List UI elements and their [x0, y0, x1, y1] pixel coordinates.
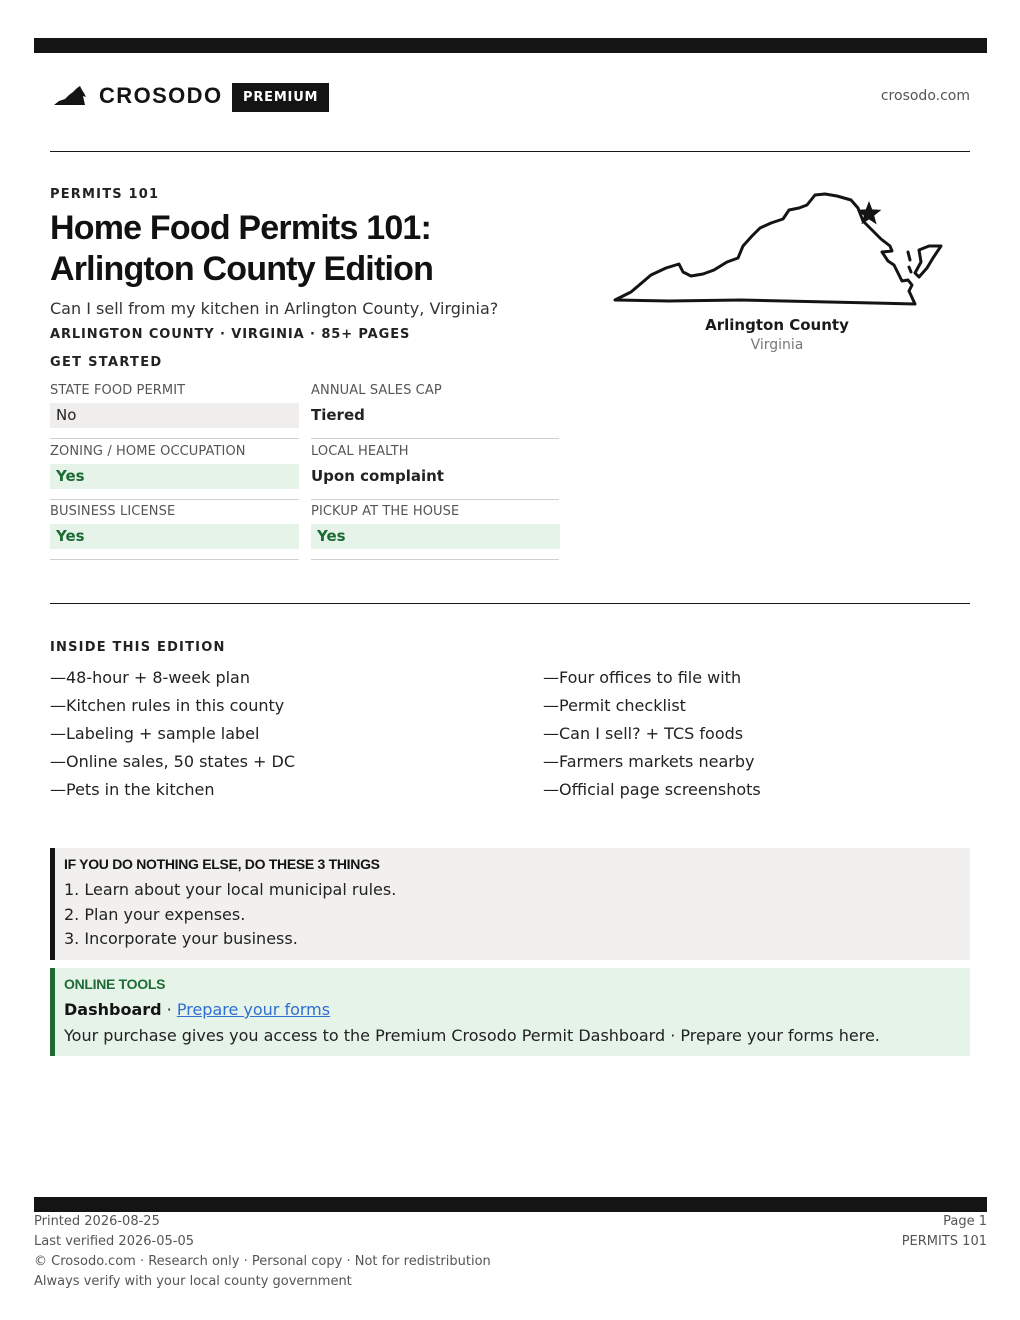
tools-description: Your purchase gives you access to the Premium Crosodo Permit Dashboard · Prepare your forms here.: [64, 1026, 880, 1045]
toc-item: —Permit checklist: [543, 696, 686, 715]
prepare-forms-link[interactable]: Prepare your forms: [176, 1000, 331, 1019]
footer-section: PERMITS 101: [901, 1234, 987, 1249]
fact-value: No: [50, 403, 299, 428]
dashboard-label: Dashboard: [64, 1000, 162, 1019]
fact-label: LOCAL HEALTH: [311, 444, 409, 459]
fact-value: Yes: [311, 524, 560, 549]
map-state-label: Virginia: [750, 337, 804, 353]
toc-item: —Pets in the kitchen: [50, 780, 215, 799]
tools-links-line: [64, 1000, 330, 1019]
inside-edition-heading: INSIDE THIS EDITION: [50, 640, 226, 655]
page-subtitle: Can I sell from my kitchen in Arlington County, Virginia?: [50, 299, 499, 318]
bottom-bar: [34, 1197, 987, 1212]
verified-date: Last verified 2026-05-05: [34, 1234, 194, 1249]
fact-value: Tiered: [311, 406, 365, 424]
printed-date: Printed 2026-08-25: [34, 1214, 160, 1229]
fact-value: Yes: [50, 524, 299, 549]
toc-left-column: [50, 664, 470, 804]
footer-left: [34, 1212, 491, 1292]
fact-label: ANNUAL SALES CAP: [311, 383, 442, 398]
callout-item: 1. Learn about your local municipal rules.: [64, 880, 397, 899]
header: [50, 80, 970, 114]
fact-label: STATE FOOD PERMIT: [50, 383, 186, 398]
get-started-heading: GET STARTED: [50, 355, 163, 370]
online-tools-heading: ONLINE TOOLS: [64, 976, 166, 992]
fact-label: PICKUP AT THE HOUSE: [311, 504, 460, 519]
page-title: Home Food Permits 101: Arlington County Edition: [50, 209, 434, 288]
edition-meta: ARLINGTON COUNTY · VIRGINIA · 85+ PAGES: [50, 327, 411, 342]
toc-item: —Online sales, 50 states + DC: [50, 752, 296, 771]
toc-item: —Four offices to file with: [543, 668, 742, 687]
virginia-silhouette-icon: [53, 84, 87, 106]
site-url[interactable]: crosodo.com: [880, 88, 970, 104]
section-eyebrow: PERMITS 101: [50, 187, 160, 202]
toc-item: —Farmers markets nearby: [543, 752, 755, 771]
page-number: Page 1: [943, 1214, 987, 1229]
separator: ·: [161, 1000, 177, 1019]
top-bar: [34, 38, 987, 53]
divider: [50, 151, 970, 152]
premium-badge: PREMIUM: [232, 83, 329, 112]
callout-heading: IF YOU DO NOTHING ELSE, DO THESE 3 THINGS: [64, 856, 380, 872]
fact-annual-sales-cap: [311, 383, 559, 439]
virginia-outline-map: [611, 188, 945, 308]
footer-right: [902, 1212, 987, 1252]
priority-callout: [50, 848, 970, 960]
toc-item: —48-hour + 8-week plan: [50, 668, 250, 687]
divider: [50, 603, 970, 604]
toc-right-column: [543, 664, 963, 804]
fact-pickup: [311, 504, 559, 560]
callout-list: [64, 878, 396, 952]
fact-local-health: [311, 444, 559, 500]
toc-item: —Kitchen rules in this county: [50, 696, 285, 715]
callout-item: 2. Plan your expenses.: [64, 904, 246, 924]
fact-label: BUSINESS LICENSE: [50, 504, 176, 519]
fact-label: ZONING / HOME OCCUPATION: [50, 444, 246, 459]
toc-item: —Can I sell? + TCS foods: [543, 724, 744, 743]
fact-value: Upon complaint: [311, 467, 444, 485]
online-tools-box: [50, 968, 970, 1056]
fact-value: Yes: [50, 464, 299, 489]
callout-item: 3. Incorporate your business.: [64, 929, 298, 948]
fact-business-license: [50, 504, 299, 560]
map-county-label: Arlington County: [705, 316, 849, 334]
disclaimer: Always verify with your local county government: [34, 1274, 352, 1289]
toc-item: —Labeling + sample label: [50, 724, 260, 743]
toc-item: —Official page screenshots: [543, 780, 761, 799]
brand-name[interactable]: CROSODO: [99, 83, 223, 108]
fact-zoning: [50, 444, 299, 500]
copyright: © Crosodo.com · Research only · Personal copy · Not for redistribution: [34, 1254, 491, 1269]
star-icon: [857, 201, 882, 224]
fact-state-food-permit: [50, 383, 299, 439]
